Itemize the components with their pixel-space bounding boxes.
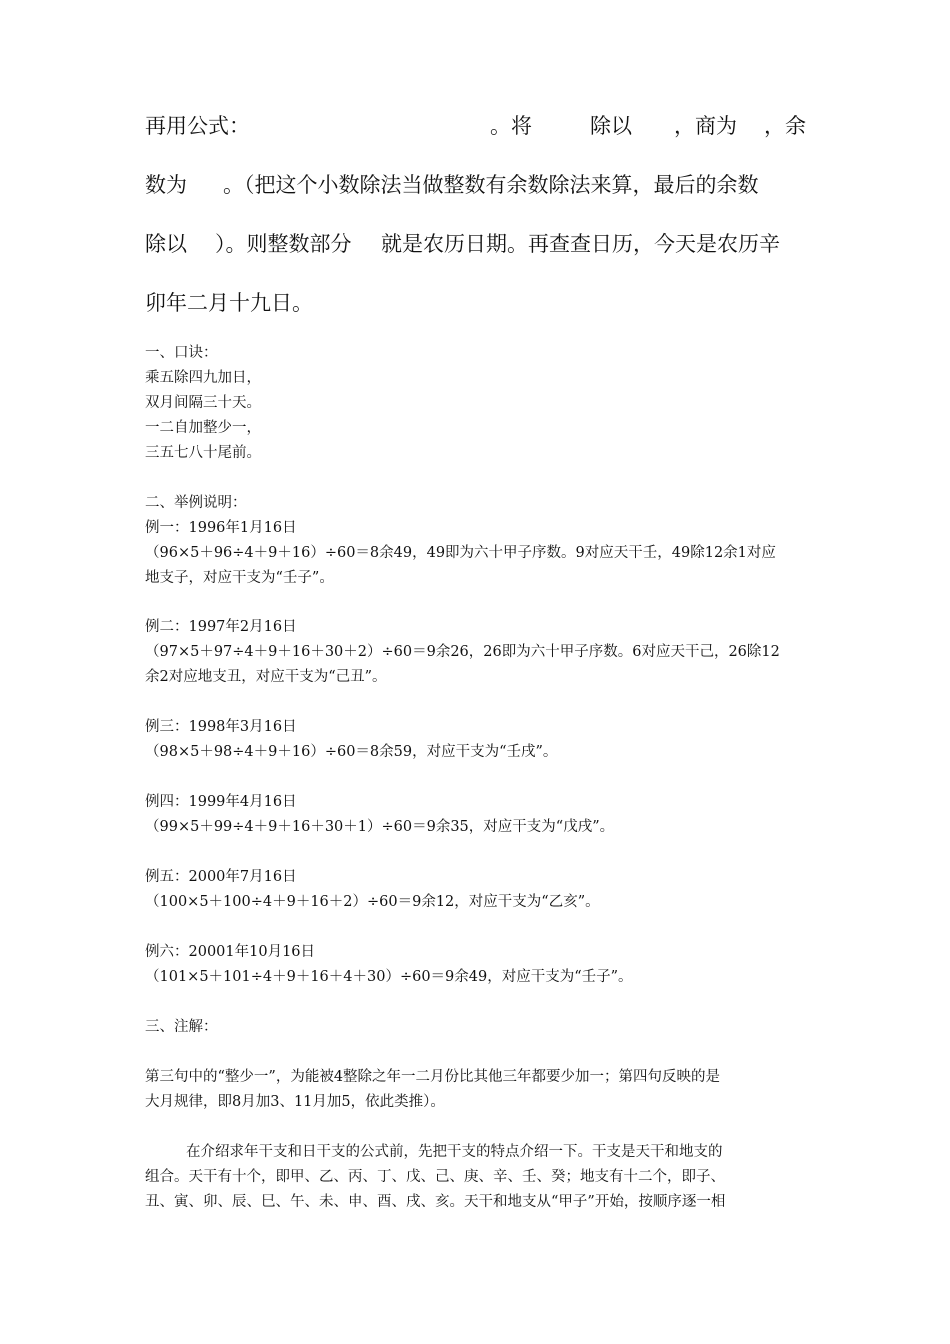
verse-line: 乘五除四九加日， (145, 370, 261, 386)
verse-line: 三五七八十尾前。 (145, 445, 261, 461)
intro-text: 卯年二月十九日。 (145, 291, 313, 315)
verse-line: 双月间隔三十天。 (145, 395, 261, 411)
example-line: （100×5＋100÷4＋9＋16＋2）÷60＝9余12，对应干支为“乙亥”。 (145, 894, 600, 910)
intro-line-1 (145, 116, 810, 137)
example-line: （99×5＋99÷4＋9＋16＋30＋1）÷60＝9余35，对应干支为“戊戌”。 (145, 819, 615, 835)
verse-line: 一二自加整少一， (145, 420, 261, 436)
paragraph-line: 大月规律，即8月加3、11月加5，依此类推）。 (145, 1094, 445, 1110)
example-line: （96×5＋96÷4＋9＋16）÷60＝8余49，49即为六十甲子序数。9对应天干壬，49除12余1对应 (145, 545, 776, 561)
section-heading: 三、注解： (145, 1019, 218, 1035)
example-line: （98×5＋98÷4＋9＋16）÷60＝8余59，对应干支为“壬戌”。 (145, 744, 558, 760)
example-title: 例五：2000年7月16日 (145, 869, 297, 885)
notes-paragraph-2 (145, 1140, 810, 1215)
example-line: （97×5＋97÷4＋9＋16＋30＋2）÷60＝9余26，26即为六十甲子序数。6对应天干己，26除12 (145, 644, 780, 660)
section-heading: 二、举例说明： (145, 495, 247, 511)
example-title: 例三：1998年3月16日 (145, 719, 297, 735)
intro-text: ，商为 (674, 114, 737, 138)
intro-text: 除以 (590, 114, 632, 138)
example-block (145, 865, 810, 915)
intro-text: 数为 (145, 173, 187, 197)
example-block (145, 940, 810, 990)
intro-line-3 (145, 234, 810, 255)
example-title: 例一：1996年1月16日 (145, 520, 297, 536)
example-title: 例四：1999年4月16日 (145, 794, 297, 810)
paragraph-line: 组合。天干有十个，即甲、乙、丙、丁、戊、己、庚、辛、壬、癸；地支有十二个，即子、 (145, 1169, 725, 1185)
paragraph-line: 丑、寅、卯、辰、巳、午、未、申、酉、戌、亥。天干和地支从“甲子”开始，按顺序逐一相 (145, 1194, 726, 1210)
example-line: （101×5＋101÷4＋9＋16＋4＋30）÷60＝9余49，对应干支为“壬子”。 (145, 969, 633, 985)
intro-text: ）。则整数部分 (215, 232, 352, 256)
example-title: 例六：20001年10月16日 (145, 944, 316, 960)
paragraph-line: 在介绍求年干支和日干支的公式前，先把干支的特点介绍一下。干支是天干和地支的 (186, 1144, 723, 1160)
example-line: 余2对应地支丑，对应干支为“己丑”。 (145, 669, 387, 685)
example-title: 例二：1997年2月16日 (145, 619, 297, 635)
example-block (145, 615, 810, 690)
intro-text: 。将 (490, 114, 532, 138)
example-block (145, 715, 810, 765)
intro-paragraph (145, 116, 810, 314)
intro-line-4 (145, 293, 810, 314)
examples-section (145, 491, 810, 591)
example-line: 地支子，对应干支为“壬子”。 (145, 570, 334, 586)
intro-text: 除以 (145, 232, 187, 256)
koujue-section (145, 341, 810, 466)
intro-text: ，余 (764, 114, 806, 138)
intro-line-2 (145, 175, 810, 196)
section-heading: 一、口诀： (145, 345, 218, 361)
intro-text: 。（把这个小数除法当做整数有余数除法来算，最后的余数 (223, 173, 759, 197)
notes-heading-block (145, 1015, 810, 1040)
paragraph-line: 第三句中的“整少一”，为能被4整除之年一二月份比其他三年都要少加一；第四句反映的是 (145, 1069, 721, 1085)
intro-text: 再用公式： (145, 114, 250, 138)
intro-text: 就是农历日期。再查查日历，今天是农历辛 (381, 232, 780, 256)
notes-paragraph-1 (145, 1065, 810, 1115)
example-block (145, 790, 810, 840)
